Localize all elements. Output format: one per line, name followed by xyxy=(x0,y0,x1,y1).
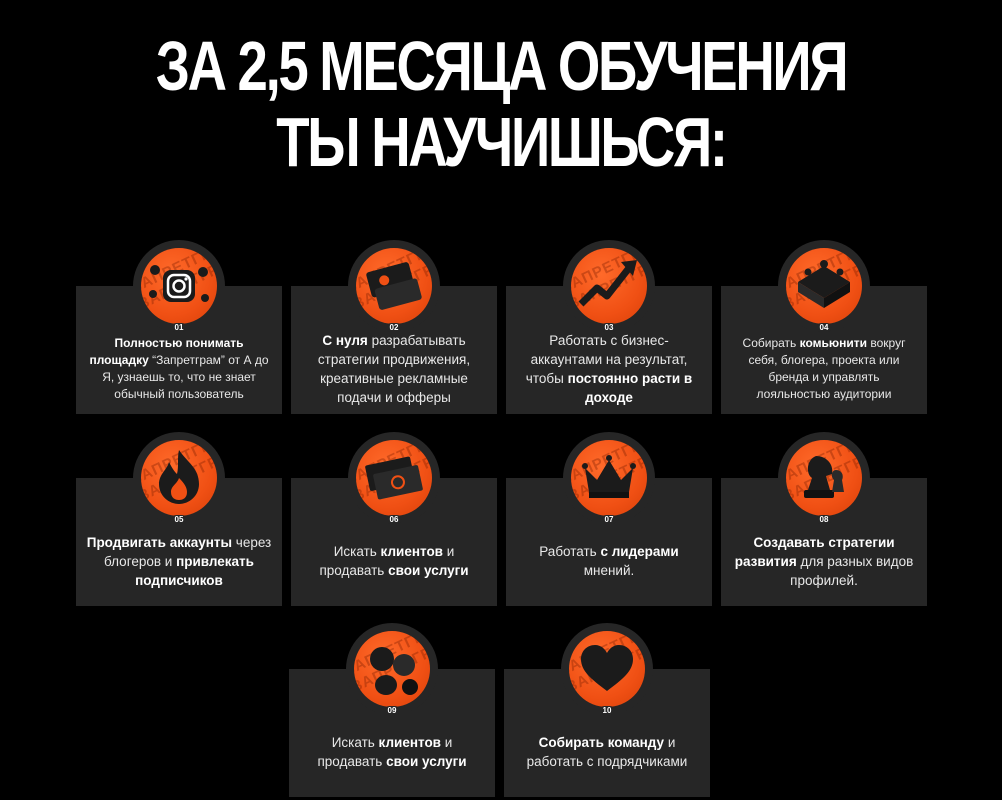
skill-number: 01 xyxy=(172,323,187,332)
skill-number: 04 xyxy=(817,323,832,332)
skill-number: 03 xyxy=(602,323,617,332)
page-title-line-1: ЗА 2,5 МЕСЯЦА ОБУЧЕНИЯ xyxy=(155,27,847,105)
skill-card-text xyxy=(516,522,702,600)
skill-text: Работать с бизнес-аккаунтами на результат, чтобы xyxy=(525,333,688,386)
skill-text: Работать xyxy=(539,544,601,559)
skill-text-bold: С нуля xyxy=(322,333,368,348)
skill-text: Искать xyxy=(331,735,379,750)
skill-text: для разных видов профилей. xyxy=(790,553,914,588)
skill-badge xyxy=(348,240,440,332)
crown-icon xyxy=(571,440,647,516)
skill-text: и работать с подрядчиками xyxy=(526,735,688,769)
skill-text-bold: свои услуги xyxy=(388,563,469,578)
skill-text-bold: свои услуги xyxy=(386,754,467,769)
skill-number: 09 xyxy=(385,706,400,715)
skill-text-bold: Полностью понимать площадку xyxy=(89,336,244,367)
skill-badge xyxy=(561,623,653,715)
skill-disc xyxy=(786,440,862,516)
skill-text-bold: Создавать стратегии развития xyxy=(734,534,895,569)
skill-card-text xyxy=(301,330,487,408)
skill-card-text xyxy=(299,713,485,791)
community-icon xyxy=(786,248,862,324)
skill-text: и продавать xyxy=(317,735,453,769)
skill-badge xyxy=(778,240,870,332)
skill-text-bold: клиентов xyxy=(380,544,443,559)
banknotes-icon xyxy=(356,440,432,516)
skill-disc xyxy=(356,440,432,516)
skill-number: 08 xyxy=(817,515,832,524)
skill-badge xyxy=(563,240,655,332)
chess-icon xyxy=(786,440,862,516)
skill-text-bold: привлекать подписчиков xyxy=(135,553,254,588)
skill-card-text xyxy=(301,522,487,600)
skill-text-bold: комьюнити xyxy=(799,336,868,350)
fire-icon xyxy=(141,440,217,516)
skill-number: 02 xyxy=(387,323,402,332)
skill-number: 07 xyxy=(602,515,617,524)
skill-text: вокруг себя, блогера, проекта или бренда и управлять лояльностью аудитории xyxy=(748,336,906,401)
instagram-icon xyxy=(141,248,217,324)
skill-text: и продавать xyxy=(319,544,455,578)
skill-text: Собирать xyxy=(742,336,800,350)
skill-number: 05 xyxy=(172,515,187,524)
skill-badge xyxy=(348,432,440,524)
skill-disc xyxy=(141,440,217,516)
skill-text: через блогеров и xyxy=(104,534,272,569)
skill-number: 10 xyxy=(600,706,615,715)
page-title xyxy=(110,28,892,180)
page-title-line-2: ТЫ НАУЧИШЬСЯ: xyxy=(276,103,726,181)
skill-text: Искать xyxy=(333,544,381,559)
skill-text-bold: постоянно расти в доходе xyxy=(567,371,693,405)
skill-disc xyxy=(569,631,645,707)
skill-text-bold: Продвигать аккаунты xyxy=(86,534,233,550)
skill-badge xyxy=(778,432,870,524)
skill-badge xyxy=(563,432,655,524)
skill-card-text xyxy=(86,522,272,600)
skill-card-text xyxy=(516,330,702,408)
skill-badge xyxy=(346,623,438,715)
skill-disc xyxy=(354,631,430,707)
skill-text: разрабатывать стратегии продвижения, креативные рекламные подачи и офферы xyxy=(317,333,471,405)
skill-card-text xyxy=(86,330,272,408)
skill-card-text xyxy=(514,713,700,791)
skill-disc xyxy=(786,248,862,324)
skill-text: мнений. xyxy=(583,563,635,578)
skill-text-bold: клиентов xyxy=(378,735,441,750)
skill-text-bold: Собирать команду xyxy=(538,735,665,750)
money-cards-icon xyxy=(356,248,432,324)
skill-disc xyxy=(571,440,647,516)
skill-number: 06 xyxy=(387,515,402,524)
skill-disc xyxy=(571,248,647,324)
heart-icon xyxy=(569,631,645,707)
coins-icon xyxy=(354,631,430,707)
skill-badge xyxy=(133,432,225,524)
skill-card-text xyxy=(731,330,917,408)
skill-text: “Запретграм” от А до Я, узнаешь то, что не знает обычный пользователь xyxy=(102,353,269,401)
growth-arrow-icon xyxy=(571,248,647,324)
skill-text-bold: с лидерами xyxy=(600,544,679,559)
skill-disc xyxy=(141,248,217,324)
skill-badge xyxy=(133,240,225,332)
skill-card-text xyxy=(731,522,917,600)
skill-disc xyxy=(356,248,432,324)
